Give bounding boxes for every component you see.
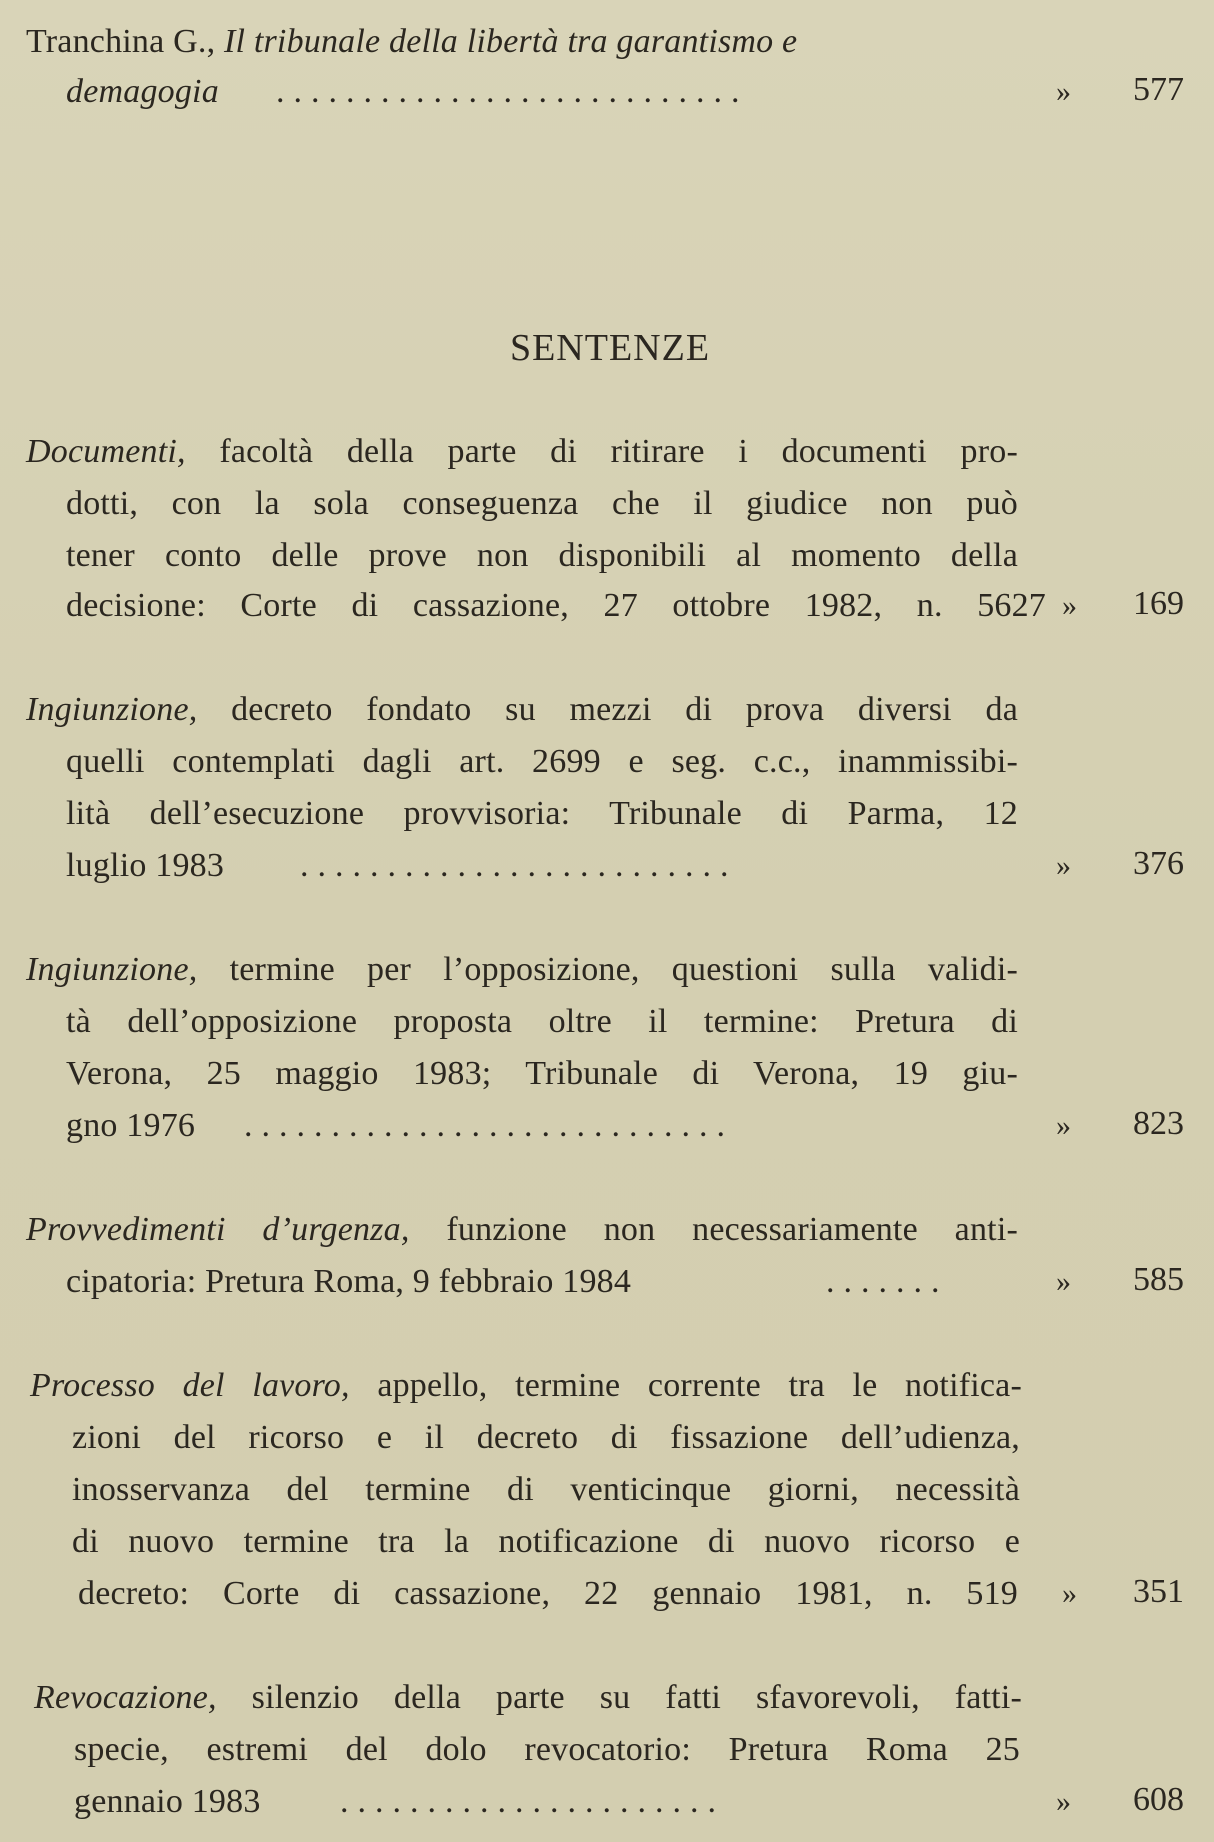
leader-dots: ...................... <box>340 1783 725 1820</box>
entry-line: tener conto delle prove non disponibili al momento della <box>66 537 1018 574</box>
entry-text: decreto fondato su mezzi di prova diversi da <box>231 691 1018 728</box>
entry-text: silenzio della parte su fatti sfavorevoli, fatti- <box>251 1679 1022 1716</box>
entry-line <box>34 1678 1022 1718</box>
raquo-marker: » <box>1056 1109 1071 1142</box>
entry-text: facoltà della parte di ritirare i documenti pro- <box>219 433 1018 470</box>
entry-line: lità dell’esecuzione provvisoria: Tribunale di Parma, 12 <box>66 795 1018 832</box>
entry-line: inosservanza del termine di venticinque giorni, necessità <box>72 1471 1020 1508</box>
entry-line <box>26 22 797 62</box>
entry-line <box>26 950 1018 990</box>
entry-line: specie, estremi del dolo revocatorio: Pretura Roma 25 <box>74 1731 1020 1768</box>
entry-line: zioni del ricorso e il decreto di fissazione dell’udienza, <box>72 1419 1020 1456</box>
entry-keyword: Documenti, <box>26 433 186 470</box>
page-number: 351 <box>1133 1573 1184 1610</box>
entry-text: termine per l’opposizione, questioni sulla validi- <box>229 951 1018 988</box>
page-number: 376 <box>1133 845 1184 882</box>
entry-line: tà dell’opposizione proposta oltre il termine: Pretura di <box>66 1003 1018 1040</box>
raquo-marker: » <box>1056 849 1071 882</box>
leader-dots: ....... <box>826 1263 949 1300</box>
entry-line: luglio 1983 <box>66 847 225 884</box>
entry-text: funzione non necessariamente anti- <box>446 1211 1018 1248</box>
entry-keyword: Processo del lavoro, <box>30 1367 350 1404</box>
entry-author: Tranchina G., <box>26 23 216 60</box>
entry-text: appello, termine corrente tra le notifica- <box>377 1367 1022 1404</box>
entry-line: dotti, con la sola conseguenza che il giudice non può <box>66 485 1018 522</box>
entry-line <box>30 1366 1022 1406</box>
entry-line: cipatoria: Pretura Roma, 9 febbraio 1984 <box>66 1263 632 1300</box>
page-number: 585 <box>1133 1261 1184 1298</box>
entry-line: Verona, 25 maggio 1983; Tribunale di Verona, 19 giu- <box>66 1055 1018 1092</box>
entry-keyword: Ingiunzione, <box>26 951 198 988</box>
entry-keyword: Provvedimenti d’urgenza, <box>26 1211 410 1248</box>
page-number: 608 <box>1133 1781 1184 1818</box>
leader-dots: ........................... <box>276 73 749 110</box>
raquo-marker: » <box>1056 75 1071 108</box>
page-number: 169 <box>1133 585 1184 622</box>
entry-line <box>66 72 219 112</box>
leader-dots: ............................ <box>244 1107 734 1144</box>
page-number: 577 <box>1133 71 1184 108</box>
entry-title: Il tribunale della libertà tra garantismo e <box>223 23 798 60</box>
entry-line: gno 1976 <box>66 1107 196 1144</box>
entry-line <box>26 432 1018 472</box>
entry-line: di nuovo termine tra la notificazione di nuovo ricorso e <box>72 1523 1020 1560</box>
entry-line: decisione: Corte di cassazione, 27 ottobre 1982, n. 5627 <box>66 587 1046 624</box>
entry-keyword: Revocazione, <box>34 1679 217 1716</box>
entry-line <box>26 690 1018 730</box>
section-title: SENTENZE <box>509 327 711 369</box>
entry-line: decreto: Corte di cassazione, 22 gennaio 1981, n. 519 <box>78 1575 1018 1612</box>
entry-line: quelli contemplati dagli art. 2699 e seg. c.c., inammissibi- <box>66 743 1018 780</box>
entry-keyword: Ingiunzione, <box>26 691 198 728</box>
raquo-marker: » <box>1062 589 1077 622</box>
leader-dots: ......................... <box>300 847 738 884</box>
entry-line <box>26 1210 1018 1250</box>
entry-title-continued: demagogia <box>66 73 219 110</box>
page-number: 823 <box>1133 1105 1184 1142</box>
entry-line: gennaio 1983 <box>74 1783 261 1820</box>
raquo-marker: » <box>1062 1577 1077 1610</box>
raquo-marker: » <box>1056 1785 1071 1818</box>
raquo-marker: » <box>1056 1265 1071 1298</box>
